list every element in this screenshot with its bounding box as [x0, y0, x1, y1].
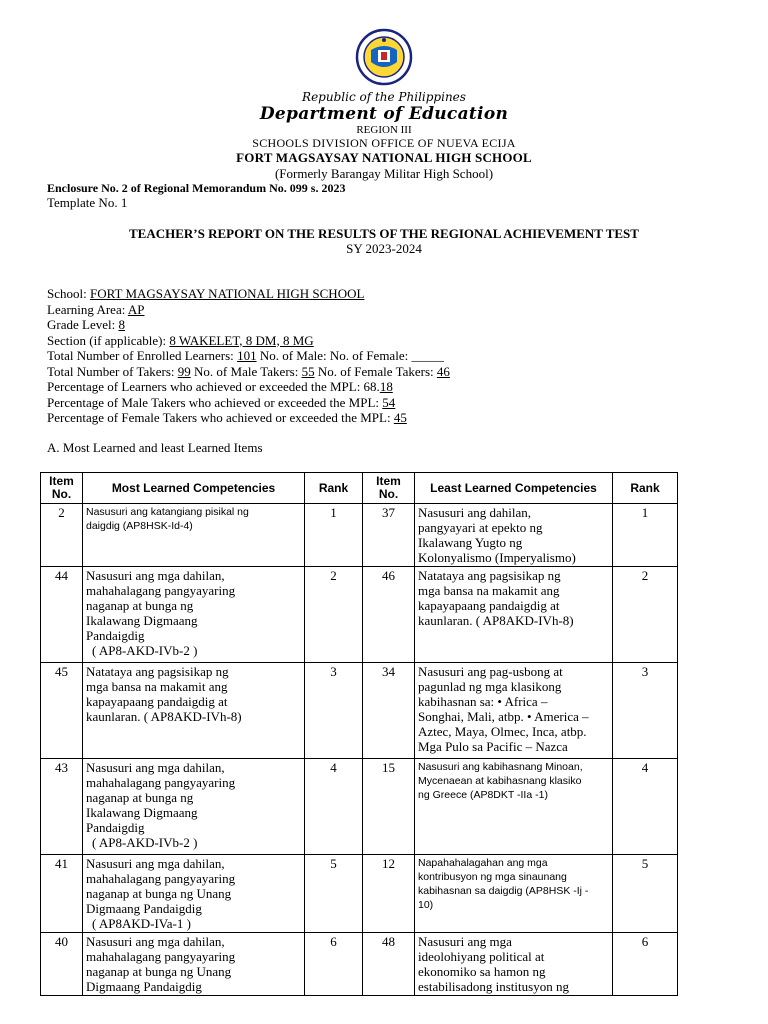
least-rank: 2	[613, 567, 678, 663]
school-value: FORT MAGSAYSAY NATIONAL HIGH SCHOOL	[89, 286, 365, 301]
competency-line: Songhai, Mali, atbp. • America –	[418, 709, 589, 724]
competency-line: pagunlad ng mga klasikong	[418, 679, 562, 694]
least-rank: 1	[613, 504, 678, 567]
most-learned-competency	[83, 663, 305, 759]
competency-line: Nasusuri ang mga dahilan,	[86, 856, 225, 871]
most-learned-competency	[83, 933, 305, 996]
pct-learners-row: Percentage of Learners who achieved or exceeded the MPL: 68.18	[47, 379, 393, 394]
most-rank: 2	[305, 567, 363, 663]
pct-male-row: Percentage of Male Takers who achieved or exceeded the MPL: 54	[47, 394, 396, 410]
formerly-line: (Formerly Barangay Militar High School)	[274, 166, 494, 181]
least-rank: 6	[613, 933, 678, 996]
competency-line: ng Greece (AP8DKT -IIa -1)	[418, 789, 548, 801]
competency-line: ( AP8-AKD-IVb-2 )	[92, 643, 198, 658]
competency-line: Nasusuri ang mga dahilan,	[86, 568, 225, 583]
female-takers-value: 46	[436, 363, 450, 379]
least-item-no: 37	[363, 504, 415, 567]
competency-line: ideolohiyang political at	[418, 949, 545, 964]
competency-line: Ikalawang Digmaang	[86, 805, 198, 820]
competency-line: mahahalagang pangyayaring	[86, 949, 236, 964]
most-item-no: 41	[41, 855, 83, 933]
most-rank: 5	[305, 855, 363, 933]
pct-learners-value: 18	[379, 379, 393, 394]
competency-line: kaunlaran. ( AP8AKD-IVh-8)	[418, 613, 574, 628]
least-learned-competency	[415, 663, 613, 759]
republic-line: Republic of the Philippines	[302, 90, 466, 104]
table-row	[41, 663, 678, 759]
report-info	[47, 286, 450, 426]
competency-line: Digmaang Pandaigdig	[86, 979, 202, 994]
section-value: 8 WAKELET, 8 DM, 8 MG	[169, 332, 314, 348]
competency-line: Ikalawang Digmaang	[86, 613, 198, 628]
pct-female-value: 45	[393, 410, 407, 425]
competency-line: kapayapaang pandaigdig at	[86, 694, 228, 709]
table-body	[41, 504, 678, 996]
competency-line: Digmaang Pandaigdig	[86, 901, 202, 916]
grade-row: Grade Level: 8	[47, 317, 125, 332]
competency-line: Ikalawang Yugto ng	[418, 535, 523, 550]
school-row: School: FORT MAGSAYSAY NATIONAL HIGH SCHOOL	[47, 286, 365, 301]
competency-line: Pandaigdig	[86, 628, 145, 643]
competency-line: pangyayari at epekto ng	[418, 520, 543, 535]
division-line: SCHOOLS DIVISION OFFICE OF NUEVA ECIJA	[252, 136, 516, 150]
most-item-no: 44	[41, 567, 83, 663]
competency-line: Nasusuri ang kabihasnang Minoan,	[418, 761, 583, 773]
most-item-no: 45	[41, 663, 83, 759]
header-least-learned: Least Learned Competencies	[415, 473, 613, 504]
competency-line: Nasusuri ang dahilan,	[418, 505, 532, 520]
competency-line: mga bansa na makamit ang	[418, 583, 560, 598]
competency-line: Mycenaean at kabihasnang klasiko	[418, 775, 582, 787]
competency-line: ( AP8-AKD-IVb-2 )	[92, 835, 198, 850]
school-name: FORT MAGSAYSAY NATIONAL HIGH SCHOOL	[236, 150, 532, 165]
least-item-no: 12	[363, 855, 415, 933]
most-learned-competency	[83, 855, 305, 933]
competency-line: ekonomiko sa hamon ng	[418, 964, 546, 979]
school-year: SY 2023-2024	[346, 241, 422, 256]
least-learned-competency	[415, 855, 613, 933]
competency-line: mahahalagang pangyayaring	[86, 583, 236, 598]
competency-line: estabilisadong institusyon ng	[418, 979, 569, 994]
department-name: Department of Education	[259, 104, 509, 124]
competency-line: naganap at bunga ng	[86, 790, 194, 805]
enclosure-line: Enclosure No. 2 of Regional Memorandum No. 099 s. 2023	[47, 181, 346, 195]
pct-male-value: 54	[382, 394, 396, 410]
competency-line: Mga Pulo sa Pacific – Nazca	[418, 739, 568, 754]
header-item-no-2: Item No.	[363, 473, 415, 504]
competency-line: Pandaigdig	[86, 820, 145, 835]
least-item-no: 46	[363, 567, 415, 663]
deped-seal-icon	[351, 28, 417, 86]
table-row	[41, 567, 678, 663]
competency-line: kapayapaang pandaigdig at	[418, 598, 560, 613]
least-item-no: 48	[363, 933, 415, 996]
section-a-heading: A. Most Learned and least Learned Items	[47, 440, 263, 455]
competency-line: naganap at bunga ng Unang	[86, 886, 232, 901]
most-learned-competency	[83, 759, 305, 855]
pct-female-row: Percentage of Female Takers who achieved or exceeded the MPL: 45	[47, 410, 407, 425]
least-item-no: 15	[363, 759, 415, 855]
most-learned-competency	[83, 567, 305, 663]
letterhead	[0, 28, 768, 182]
grade-value: 8	[118, 317, 125, 332]
region-line: REGION III	[356, 124, 412, 136]
competency-line: mahahalagang pangyayaring	[86, 775, 236, 790]
most-learned-competency	[83, 504, 305, 567]
header-rank: Rank	[305, 473, 363, 504]
competency-line: naganap at bunga ng Unang	[86, 964, 232, 979]
competency-line: Natataya ang pagsisikap ng	[418, 568, 561, 583]
female-blank: _____	[411, 348, 444, 363]
least-learned-competency	[415, 567, 613, 663]
header-rank-2: Rank	[613, 473, 678, 504]
competency-line: Aztec, Maya, Olmec, Inca, atbp.	[418, 724, 587, 739]
competency-line: 10)	[418, 899, 434, 911]
table-row	[41, 504, 678, 567]
section-row: Section (if applicable): 8 WAKELET, 8 DM, 8 MG	[47, 332, 314, 348]
enrolled-row: Total Number of Enrolled Learners: 101 No. of Male: No. of Female: _____	[47, 348, 444, 363]
least-learned-competency	[415, 504, 613, 567]
table-header-row	[41, 473, 678, 504]
competency-line: kaunlaran. ( AP8AKD-IVh-8)	[86, 709, 242, 724]
table-row	[41, 759, 678, 855]
competency-line: Nasusuri ang katangiang pisikal ng	[86, 506, 249, 518]
competency-line: kabihasnan sa daigdig (AP8HSK -Ij -	[418, 885, 589, 897]
competency-line: Nasusuri ang mga dahilan,	[86, 934, 225, 949]
most-rank: 3	[305, 663, 363, 759]
least-rank: 5	[613, 855, 678, 933]
most-item-no: 2	[41, 504, 83, 567]
table-row	[41, 933, 678, 996]
header-most-learned: Most Learned Competencies	[83, 473, 305, 504]
most-item-no: 40	[41, 933, 83, 996]
competency-line: mga bansa na makamit ang	[86, 679, 228, 694]
competency-line: kabihasnan sa: • Africa –	[418, 694, 548, 709]
competencies-table	[40, 472, 678, 996]
area-row: Learning Area: AP	[47, 301, 145, 317]
competency-line: Napahahalagahan ang mga	[418, 857, 548, 869]
competency-line: Nasusuri ang mga	[418, 934, 512, 949]
competency-line: daigdig (AP8HSK-Id-4)	[86, 520, 193, 532]
least-item-no: 34	[363, 663, 415, 759]
table-row	[41, 855, 678, 933]
most-rank: 6	[305, 933, 363, 996]
competency-line: Nasusuri ang pag-usbong at	[418, 664, 563, 679]
male-takers-value: 55	[301, 363, 315, 379]
competency-line: Nasusuri ang mga dahilan,	[86, 760, 225, 775]
least-rank: 4	[613, 759, 678, 855]
most-rank: 4	[305, 759, 363, 855]
competency-line: ( AP8AKD-IVa-1 )	[92, 916, 191, 931]
least-rank: 3	[613, 663, 678, 759]
report-title: TEACHER’S REPORT ON THE RESULTS OF THE REGIONAL ACHIEVEMENT TEST	[129, 226, 639, 241]
template-line: Template No. 1	[47, 195, 128, 210]
competency-line: Kolonyalismo (Imperyalismo)	[418, 550, 576, 565]
competency-line: kontribusyon ng mga sinaunang	[418, 871, 567, 883]
area-value: AP	[127, 301, 145, 317]
most-rank: 1	[305, 504, 363, 567]
header-item-no: Item No.	[41, 473, 83, 504]
takers-value: 99	[177, 363, 191, 379]
competency-line: naganap at bunga ng	[86, 598, 194, 613]
competency-line: mahahalagang pangyayaring	[86, 871, 236, 886]
most-item-no: 43	[41, 759, 83, 855]
least-learned-competency	[415, 759, 613, 855]
least-learned-competency	[415, 933, 613, 996]
enrolled-value: 101	[237, 348, 257, 363]
takers-row: Total Number of Takers: 99 No. of Male Takers: 55 No. of Female Takers: 46	[47, 363, 450, 379]
competency-line: Natataya ang pagsisikap ng	[86, 664, 229, 679]
